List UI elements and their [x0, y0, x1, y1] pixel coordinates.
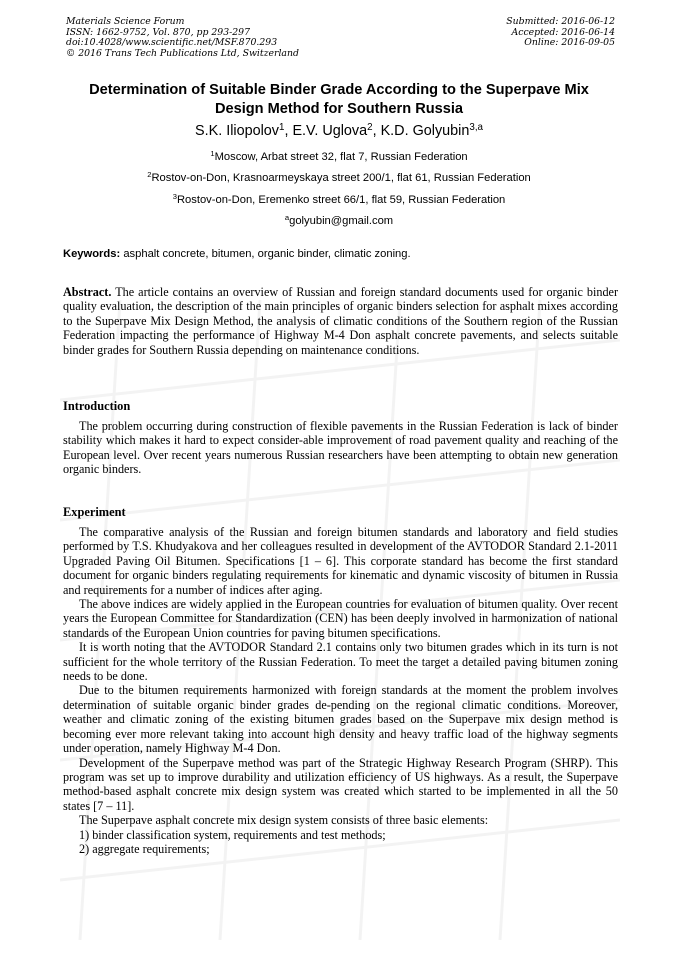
affiliation-sup: 1	[210, 149, 215, 159]
author-name: E.V. Uglova	[292, 123, 368, 139]
abstract-text: The article contains an overview of Russian and foreign standard documents used for organic binder quality evaluation, the description of the main principles of organic binders selection for asphalt mixes according to the Superpave Mix Design Method, the analysis of climatic conditions of the Southern region of the Russian Federation impacting the performance of Highway M-4 Don asphalt concrete pavements, and selects suitable binder grades for Southern Russia depending on maintenance conditions.	[63, 285, 619, 357]
affiliation-sup: 2	[147, 170, 152, 180]
paragraph: The problem occurring during construction of flexible pavements in the Russian Federation is lack of binder stability which makes it hard to expect consider-able improvement of road pavement quality and reaching of the European level. Over recent years numerous Russian researchers have been attempting to obtain new generation organic binders.	[63, 419, 618, 477]
submitted-date: Submitted: 2016-06-12	[506, 16, 615, 27]
paragraph: The Superpave asphalt concrete mix design system consists of three basic elements:	[79, 813, 489, 828]
affiliation-sup: a	[284, 213, 290, 223]
affiliation-sup: 3	[172, 192, 177, 202]
publication-dates	[506, 17, 615, 49]
experiment-body	[63, 525, 618, 856]
author-sup: 1	[279, 122, 285, 134]
title-line-2: Design Method for Southern Russia	[214, 100, 464, 117]
author-name: K.D. Golyubin	[380, 123, 470, 139]
list-item: 1) binder classification system, requirements and test methods;	[79, 827, 386, 842]
abstract	[63, 285, 618, 357]
online-date: Online: 2016-09-05	[524, 37, 615, 49]
title-line-1: Determination of Suitable Binder Grade According to the Superpave Mix	[89, 82, 589, 98]
affiliation-text: Rostov-on-Don, Krasnoarmeyskaya street 200/1, flat 61, Russian Federation	[151, 172, 531, 184]
journal-info	[66, 17, 299, 59]
author-sup: 2	[367, 122, 373, 134]
keywords-label: Keywords:	[63, 248, 121, 260]
email-link[interactable]: golyubin@gmail.com	[289, 215, 394, 227]
affiliation-3	[40, 193, 638, 207]
paragraph: The comparative analysis of the Russian and foreign bitumen standards and laboratory and field studies performed by T.S. Khudyakova and her colleagues resulted in development of the AVTODOR Standard 2.1-2011 Upgraded Paving Oil Bitumen. Specifications [1 – 6]. This corporate standard has become the first standard document for organic binders regulating requirements for kinematic and dynamic viscosity of bitumen in Russia and requirements for a number of indices after aging.	[63, 525, 618, 597]
journal-copyright: © 2016 Trans Tech Publications Ltd, Switzerland	[66, 47, 299, 59]
experiment-heading: Experiment	[63, 505, 126, 519]
journal-issn: ISSN: 1662-9752, Vol. 870, pp 293-297	[66, 26, 250, 38]
list-item: 2) aggregate requirements;	[79, 841, 210, 856]
author-name: S.K. Iliopolov	[195, 123, 279, 139]
keywords	[63, 247, 618, 261]
affiliation-text: Rostov-on-Don, Eremenko street 66/1, flat 59, Russian Federation	[176, 194, 506, 206]
affiliation-email	[40, 214, 638, 228]
journal-name: Materials Science Forum	[66, 16, 185, 27]
introduction-heading: Introduction	[63, 399, 131, 413]
affiliation-2	[40, 171, 638, 185]
author-list: S.K. Iliopolov$^1$, E.V. Uglova$^2$, K.D. Golyubin$^{3,a}$	[195, 122, 483, 139]
author-sup: 3,a	[469, 122, 483, 134]
paragraph: Due to the bitumen requirements harmonized with foreign standards at the moment the problem involves determination of suitable organic binder grades de-pending on the regional climatic conditions. Moreover, weather and climatic zoning of the existing bitumen grades based on the Superpave mix design method is becoming ever more relevant taking into account high density and heavy traffic load of the highway segments under operation, namely Highway M-4 Don.	[63, 683, 618, 756]
paragraph: Development of the Superpave method was part of the Strategic Highway Research Program (SHRP). This program was set up to improve durability and utilization efficiency of US highways. As a result, the Superpave method-based asphalt concrete mix design system was created which started to be implemented in all the 50 states [7 – 11].	[63, 755, 618, 813]
keywords-text: asphalt concrete, bitumen, organic binder, climatic zoning.	[123, 248, 411, 260]
accepted-date: Accepted: 2016-06-14	[511, 26, 615, 38]
abstract-label: Abstract.	[63, 285, 112, 299]
affiliation-text: Moscow, Arbat street 32, flat 7, Russian Federation	[214, 151, 468, 163]
paragraph: It is worth noting that the AVTODOR Standard 2.1 contains only two bitumen grades which in its turn is not sufficient for the whole territory of the Russian Federation. To meet the target a detailed paving bitumen zoning needs to be done.	[63, 640, 618, 684]
paper-title	[40, 81, 638, 118]
paragraph: The above indices are widely applied in the European countries for evaluation of bitumen quality. Over recent years the European Committee for Standardization (CEN) has been deeply involved in harmonization of national standards of the European Union countries for paving bitumen specifications.	[63, 597, 618, 640]
journal-doi[interactable]: doi:10.4028/www.scientific.net/MSF.870.293	[66, 37, 278, 49]
introduction-body	[63, 419, 618, 477]
affiliation-1	[40, 150, 638, 164]
